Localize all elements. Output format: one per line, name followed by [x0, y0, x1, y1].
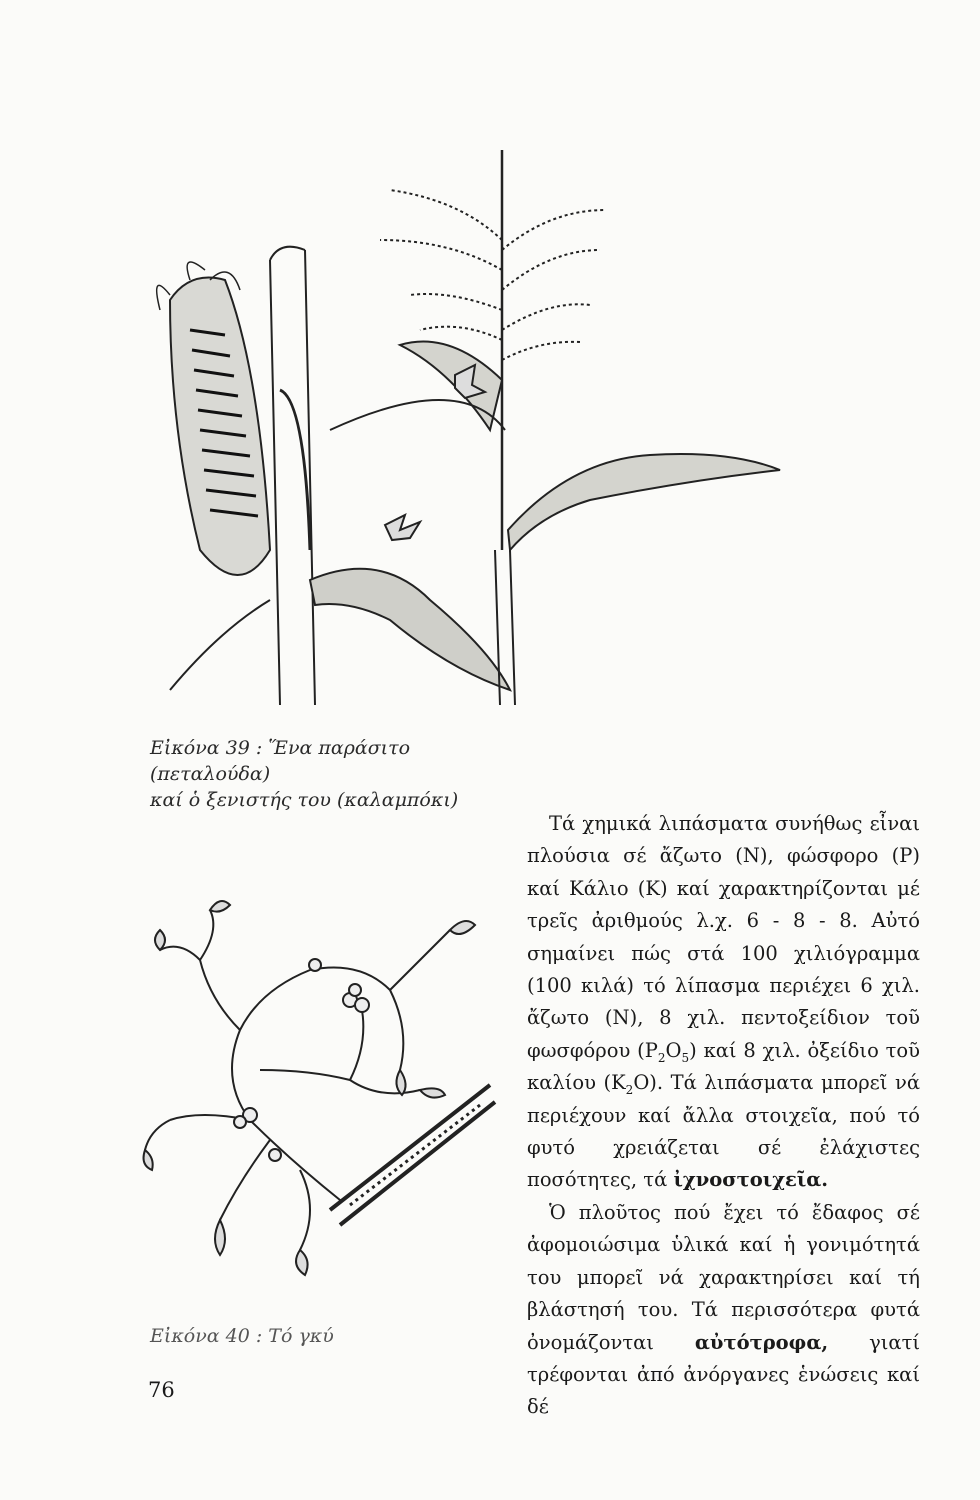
figure-39-caption-line1: Εἰκόνα 39 : Ἕνα παράσιτο (πεταλούδα) [150, 737, 411, 785]
k2o-sub: 2 [625, 1083, 634, 1098]
paragraph-autotrophs [527, 1197, 920, 1424]
paragraph-fertilizers [527, 808, 920, 1197]
paragraph1-part1: Τά χημικά λιπάσματα συνήθως εἶναι πλούσια σέ ἄζωτο (N), φώσφορο (P) καί Κάλιο (K) καί χαρακτηρίζονται μέ τρεῖς ἀριθμούς λ.χ. 6 - 8 - 8. Αὐτό σημαίνει πώς στά 100 χιλιόγραμμα (100 κιλά) τό λίπασμα περιέχει 6 χιλ. ἄζωτο (N), 8 χιλ. πεντοξείδιον τοῦ φωσφόρου (P [527, 812, 920, 1062]
paragraph1-part2: ) καί 8 χιλ. ὀξείδιο τοῦ καλίου (K [527, 1038, 921, 1095]
p2o5-mid: O [665, 1038, 682, 1062]
figure-40-illustration [140, 880, 500, 1280]
figure-39-caption [150, 735, 530, 813]
figure-39-caption-line2: καί ὁ ξενιστής του (καλαμπόκι) [150, 789, 459, 811]
figure-40-caption: Εἰκόνα 40 : Τό γκύ [150, 1325, 334, 1347]
paragraph2-part1: Ὁ πλοῦτος πού ἔχει τό ἔδαφος σέ ἀφομοιώσιμα ὑλικά καί ἡ γονιμότητά του μπορεῖ νά χαρακτηρίσει καί τή βλάστησή του. Τά περισσότερα φυτά ὀνομάζονται [527, 1200, 920, 1354]
body-text [527, 808, 920, 1424]
paragraph2-part2: γιατί τρέφονται ἀπό ἀνόργανες ἑνώσεις καί δέ [527, 1330, 920, 1419]
bold-term-trace-elements: ἰχνοστοιχεῖα. [673, 1168, 829, 1192]
p2o5-sub2: 5 [681, 1050, 690, 1065]
page-number: 76 [148, 1378, 175, 1402]
paragraph1-part3: O). Τά λιπάσματα μπορεῖ νά περιέχουν καί ἄλλα στοιχεῖα, πού τό φυτό χρειάζεται σέ ἐλάχιστες ποσότητες, τά [527, 1071, 920, 1192]
p2o5-sub1: 2 [657, 1050, 666, 1065]
bold-term-autotrophs: αὐτότροφα, [694, 1330, 829, 1354]
figure-39-illustration [130, 130, 810, 720]
